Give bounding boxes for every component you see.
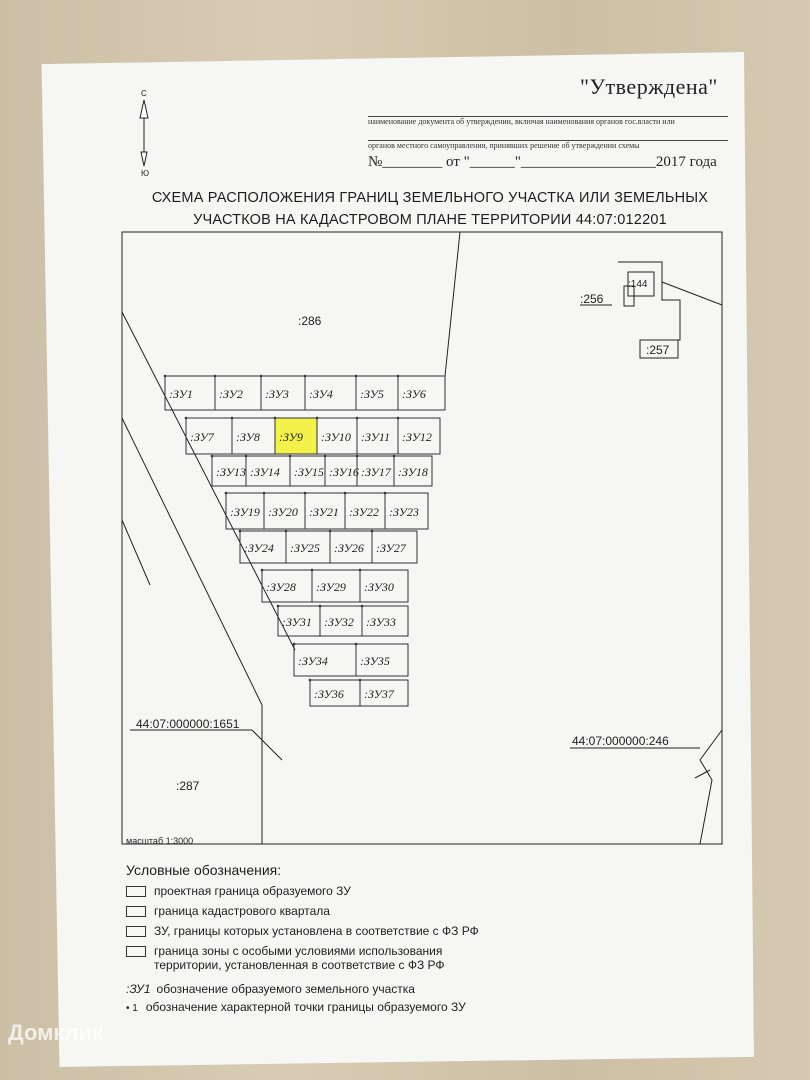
plot-label: :ЗУ16: [329, 465, 359, 479]
boundary-point: [397, 417, 400, 420]
plot-label: :ЗУ8: [236, 430, 260, 444]
plot-label: :ЗУ35: [360, 654, 390, 668]
boundary-point: [261, 569, 264, 572]
boundary-point: [359, 569, 362, 572]
boundary-point: [329, 530, 332, 533]
plot-label: :ЗУ32: [324, 615, 354, 629]
boundary-point: [319, 605, 322, 608]
plot-label: :ЗУ30: [364, 580, 394, 594]
plot-label: :ЗУ22: [349, 505, 379, 519]
boundary-point: [211, 455, 214, 458]
boundary-point: [344, 492, 347, 495]
legend-swatch: [126, 946, 146, 957]
scheme-title-line-2: УЧАСТКОВ НА КАДАСТРОВОМ ПЛАНЕ ТЕРРИТОРИИ 44:07:012201: [193, 212, 667, 228]
plot-label: :ЗУ25: [290, 541, 320, 555]
plot-label: :ЗУ28: [266, 580, 296, 594]
plot-label: :ЗУ31: [282, 615, 312, 629]
plot-label: :ЗУ24: [244, 541, 274, 555]
boundary-point: [293, 643, 296, 646]
scale-label: масштаб 1:3000: [126, 836, 194, 846]
boundary-point: [324, 455, 327, 458]
document-number-line: №________ от "______"__________________2017 года: [368, 154, 717, 170]
plot-label: :ЗУ18: [398, 465, 428, 479]
legend-title: Условные обозначения:: [126, 862, 282, 878]
compass-north: С: [141, 89, 147, 98]
approval-note-2: органов местного самоуправления, принявших решение об утверждении схемы: [368, 141, 640, 150]
plot-label: :ЗУ12: [402, 430, 432, 444]
legend-item-special-zone-cont: территории, установленная в соответствие с ФЗ РФ: [154, 958, 445, 972]
plot-label: :ЗУ9: [279, 430, 303, 444]
approval-note-1: наименование документа об утверждении, включая наименования органов гос.власти или: [368, 117, 675, 126]
scheme-title-line-1: СХЕМА РАСПОЛОЖЕНИЯ ГРАНИЦ ЗЕМЕЛЬНОГО УЧАСТКА ИЛИ ЗЕМЕЛЬНЫХ: [151, 190, 709, 206]
plot-label: :ЗУ11: [361, 430, 390, 444]
boundary-point: [185, 417, 188, 420]
boundary-point: [316, 417, 319, 420]
plot-label: :ЗУ6: [402, 387, 426, 401]
boundary-point: [371, 530, 374, 533]
boundary-point: [356, 417, 359, 420]
plot-label: :ЗУ26: [334, 541, 364, 555]
boundary-point: [309, 679, 312, 682]
boundary-point: [355, 643, 358, 646]
plot-label: :ЗУ13: [216, 465, 246, 479]
boundary-line: [122, 312, 295, 650]
area-144-label: :144: [628, 279, 648, 290]
legend-swatch: [126, 906, 146, 917]
plot-label: :ЗУ14: [250, 465, 280, 479]
legend-item-established-plot: ЗУ, границы которых установлена в соответствие с ФЗ РФ: [126, 924, 479, 938]
legend-item-project-boundary: проектная граница образуемого ЗУ: [126, 884, 351, 898]
boundary-point: [355, 375, 358, 378]
plot-label: :ЗУ34: [298, 654, 328, 668]
plot-label: :ЗУ19: [230, 505, 260, 519]
compass-south: Ю: [141, 169, 150, 178]
plot-label: :ЗУ4: [309, 387, 333, 401]
parcel-246-boundary: [700, 730, 722, 844]
boundary-point: [164, 375, 167, 378]
boundary-point: [225, 492, 228, 495]
approved-stamp: "Утверждена": [580, 74, 718, 99]
plot-label: :ЗУ1: [169, 387, 193, 401]
boundary-point: [285, 530, 288, 533]
boundary-point: [304, 492, 307, 495]
boundary-point: [214, 375, 217, 378]
watermark-logo: Домклик: [8, 1020, 104, 1045]
boundary-point: [277, 605, 280, 608]
plot-label: :ЗУ10: [321, 430, 351, 444]
boundary-point: [260, 375, 263, 378]
boundary-line: [122, 520, 150, 585]
boundary-point: [359, 679, 362, 682]
boundary-point: [311, 569, 314, 572]
plot-label: :ЗУ33: [366, 615, 396, 629]
plot-label: :ЗУ20: [268, 505, 298, 519]
plot-label: :ЗУ15: [294, 465, 324, 479]
area-256-label: :256: [580, 292, 604, 306]
plot-label: :ЗУ3: [265, 387, 289, 401]
legend-swatch: [126, 886, 146, 897]
parcel-1651-leader: [252, 730, 282, 760]
parcel-1651-label: 44:07:000000:1651: [136, 717, 240, 731]
boundary-point: [231, 417, 234, 420]
boundary-point: [393, 455, 396, 458]
plot-label: :ЗУ5: [360, 387, 384, 401]
area-287-label: :287: [176, 779, 200, 793]
parcel-246-label: 44:07:000000:246: [572, 734, 669, 748]
area-286-label: :286: [298, 314, 322, 328]
map-frame: [122, 232, 722, 844]
plot-label: :ЗУ36: [314, 687, 344, 701]
plot-label: :ЗУ27: [376, 541, 406, 555]
boundary-point: [289, 455, 292, 458]
legend-item-quarter-boundary: граница кадастрового квартала: [126, 904, 330, 918]
legend-item-plot-designation: :ЗУ1 обозначение образуемого земельного участка: [126, 982, 415, 996]
plot-label: :ЗУ29: [316, 580, 346, 594]
plots-layer: [164, 375, 445, 706]
legend-item-point-designation: • 1 обозначение характерной точки границы образуемого ЗУ: [126, 1000, 466, 1014]
boundary-line: [445, 232, 460, 376]
plot-label: :ЗУ37: [364, 687, 394, 701]
building-256: [618, 262, 680, 340]
boundary-point: [384, 492, 387, 495]
boundary-point: [356, 455, 359, 458]
compass-icon: [140, 89, 149, 178]
boundary-point: [239, 530, 242, 533]
boundary-point: [245, 455, 248, 458]
boundary-point: [263, 492, 266, 495]
boundary-point: [361, 605, 364, 608]
plot-label: :ЗУ17: [361, 465, 391, 479]
boundary-line: [122, 418, 262, 705]
boundary-point: [397, 375, 400, 378]
boundary-point: [304, 375, 307, 378]
plot-label: :ЗУ23: [389, 505, 419, 519]
plot-label: :ЗУ2: [219, 387, 243, 401]
legend-item-special-zone: граница зоны с особыми условиями использования: [126, 944, 442, 958]
boundary-point: [274, 417, 277, 420]
area-257-label: :257: [646, 343, 670, 357]
plot-label: :ЗУ7: [190, 430, 214, 444]
plot-label: :ЗУ21: [309, 505, 339, 519]
legend-swatch: [126, 926, 146, 937]
